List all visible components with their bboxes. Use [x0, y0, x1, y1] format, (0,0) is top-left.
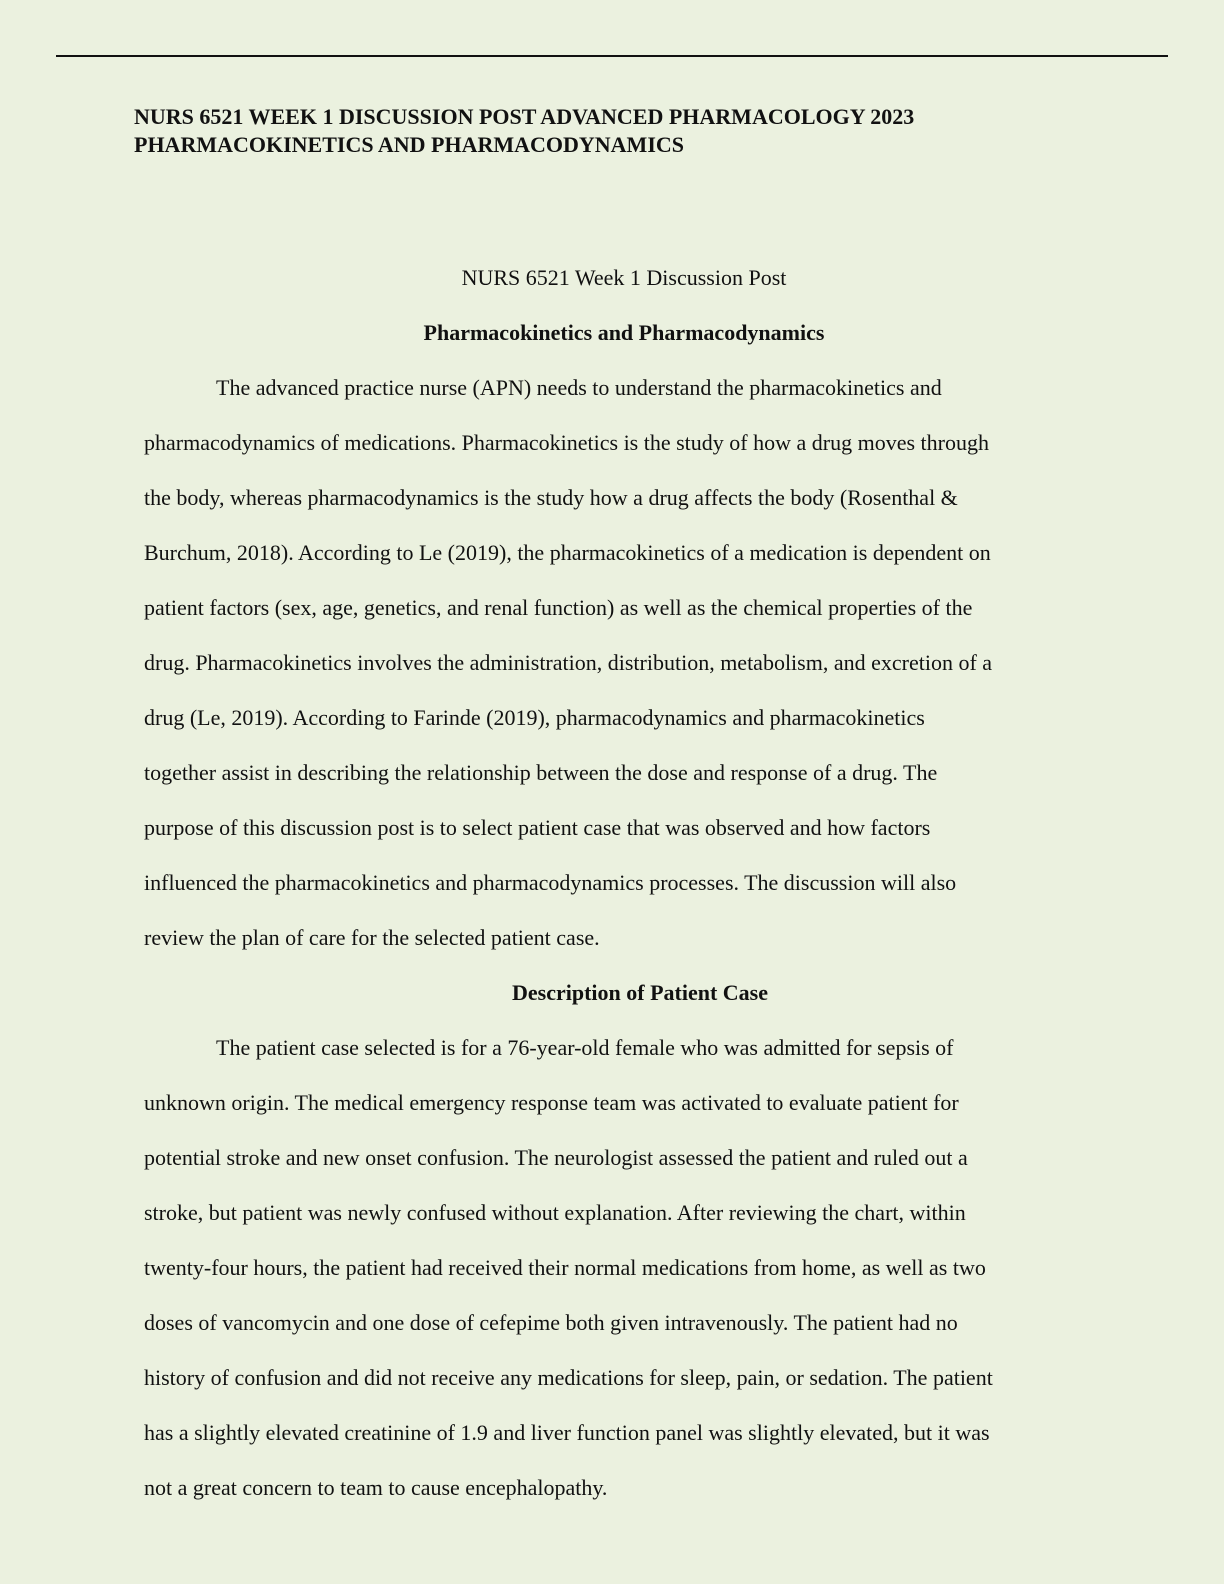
document-body — [144, 260, 1084, 1525]
paragraph-introduction — [144, 370, 1084, 975]
paragraph-line: the body, whereas pharmacodynamics is the study how a drug affects the body (Rosenthal & — [144, 485, 958, 510]
paragraph-line: unknown origin. The medical emergency response team was activated to evaluate patient for — [144, 1090, 959, 1115]
paragraph-line: together assist in describing the relationship between the dose and response of a drug. The — [144, 760, 938, 785]
section-heading-patient-case: Description of Patient Case — [511, 980, 768, 1005]
paragraph-line: pharmacodynamics of medications. Pharmacokinetics is the study of how a drug moves through — [144, 430, 989, 455]
paragraph-line: The patient case selected is for a 76-year-old female who was admitted for sepsis of — [216, 1035, 954, 1060]
paragraph-line: drug (Le, 2019). According to Farinde (2019), pharmacodynamics and pharmacokinetics — [144, 705, 925, 730]
paragraph-line: patient factors (sex, age, genetics, and renal function) as well as the chemical properties of the — [144, 595, 973, 620]
paragraph-line: potential stroke and new onset confusion. The neurologist assessed the patient and ruled out a — [144, 1145, 968, 1170]
paragraph-line: Burchum, 2018). According to Le (2019), the pharmacokinetics of a medication is dependent on — [144, 540, 991, 565]
paragraph-line: not a great concern to team to cause encephalopathy. — [144, 1475, 608, 1500]
paragraph-line: history of confusion and did not receive any medications for sleep, pain, or sedation. The patient — [144, 1365, 993, 1390]
header-title-line-1: NURS 6521 WEEK 1 DISCUSSION POST ADVANCED PHARMACOLOGY 2023 — [134, 104, 915, 129]
paragraph-line: doses of vancomycin and one dose of cefepime both given intravenously. The patient had no — [144, 1310, 958, 1335]
section-heading-pharmacokinetics: Pharmacokinetics and Pharmacodynamics — [423, 320, 825, 345]
paragraph-patient-case — [144, 1030, 1084, 1525]
paragraph-line: The advanced practice nurse (APN) needs to understand the pharmacokinetics and — [216, 375, 942, 400]
paragraph-line: purpose of this discussion post is to select patient case that was observed and how factors — [144, 815, 931, 840]
document-header — [134, 103, 1094, 159]
paragraph-line: influenced the pharmacokinetics and pharmacodynamics processes. The discussion will also — [144, 870, 957, 895]
paragraph-line: stroke, but patient was newly confused without explanation. After reviewing the chart, within — [144, 1200, 966, 1225]
header-title-line-2: PHARMACOKINETICS AND PHARMACODYNAMICS — [134, 132, 684, 157]
header-rule — [56, 55, 1168, 57]
paragraph-line: has a slightly elevated creatinine of 1.9 and liver function panel was slightly elevated, but it was — [144, 1420, 990, 1445]
paragraph-line: review the plan of care for the selected patient case. — [144, 925, 600, 950]
paragraph-line: twenty-four hours, the patient had received their normal medications from home, as well as two — [144, 1255, 986, 1280]
paragraph-line: drug. Pharmacokinetics involves the administration, distribution, metabolism, and excretion of a — [144, 650, 993, 675]
document-subtitle: NURS 6521 Week 1 Discussion Post — [461, 265, 787, 290]
